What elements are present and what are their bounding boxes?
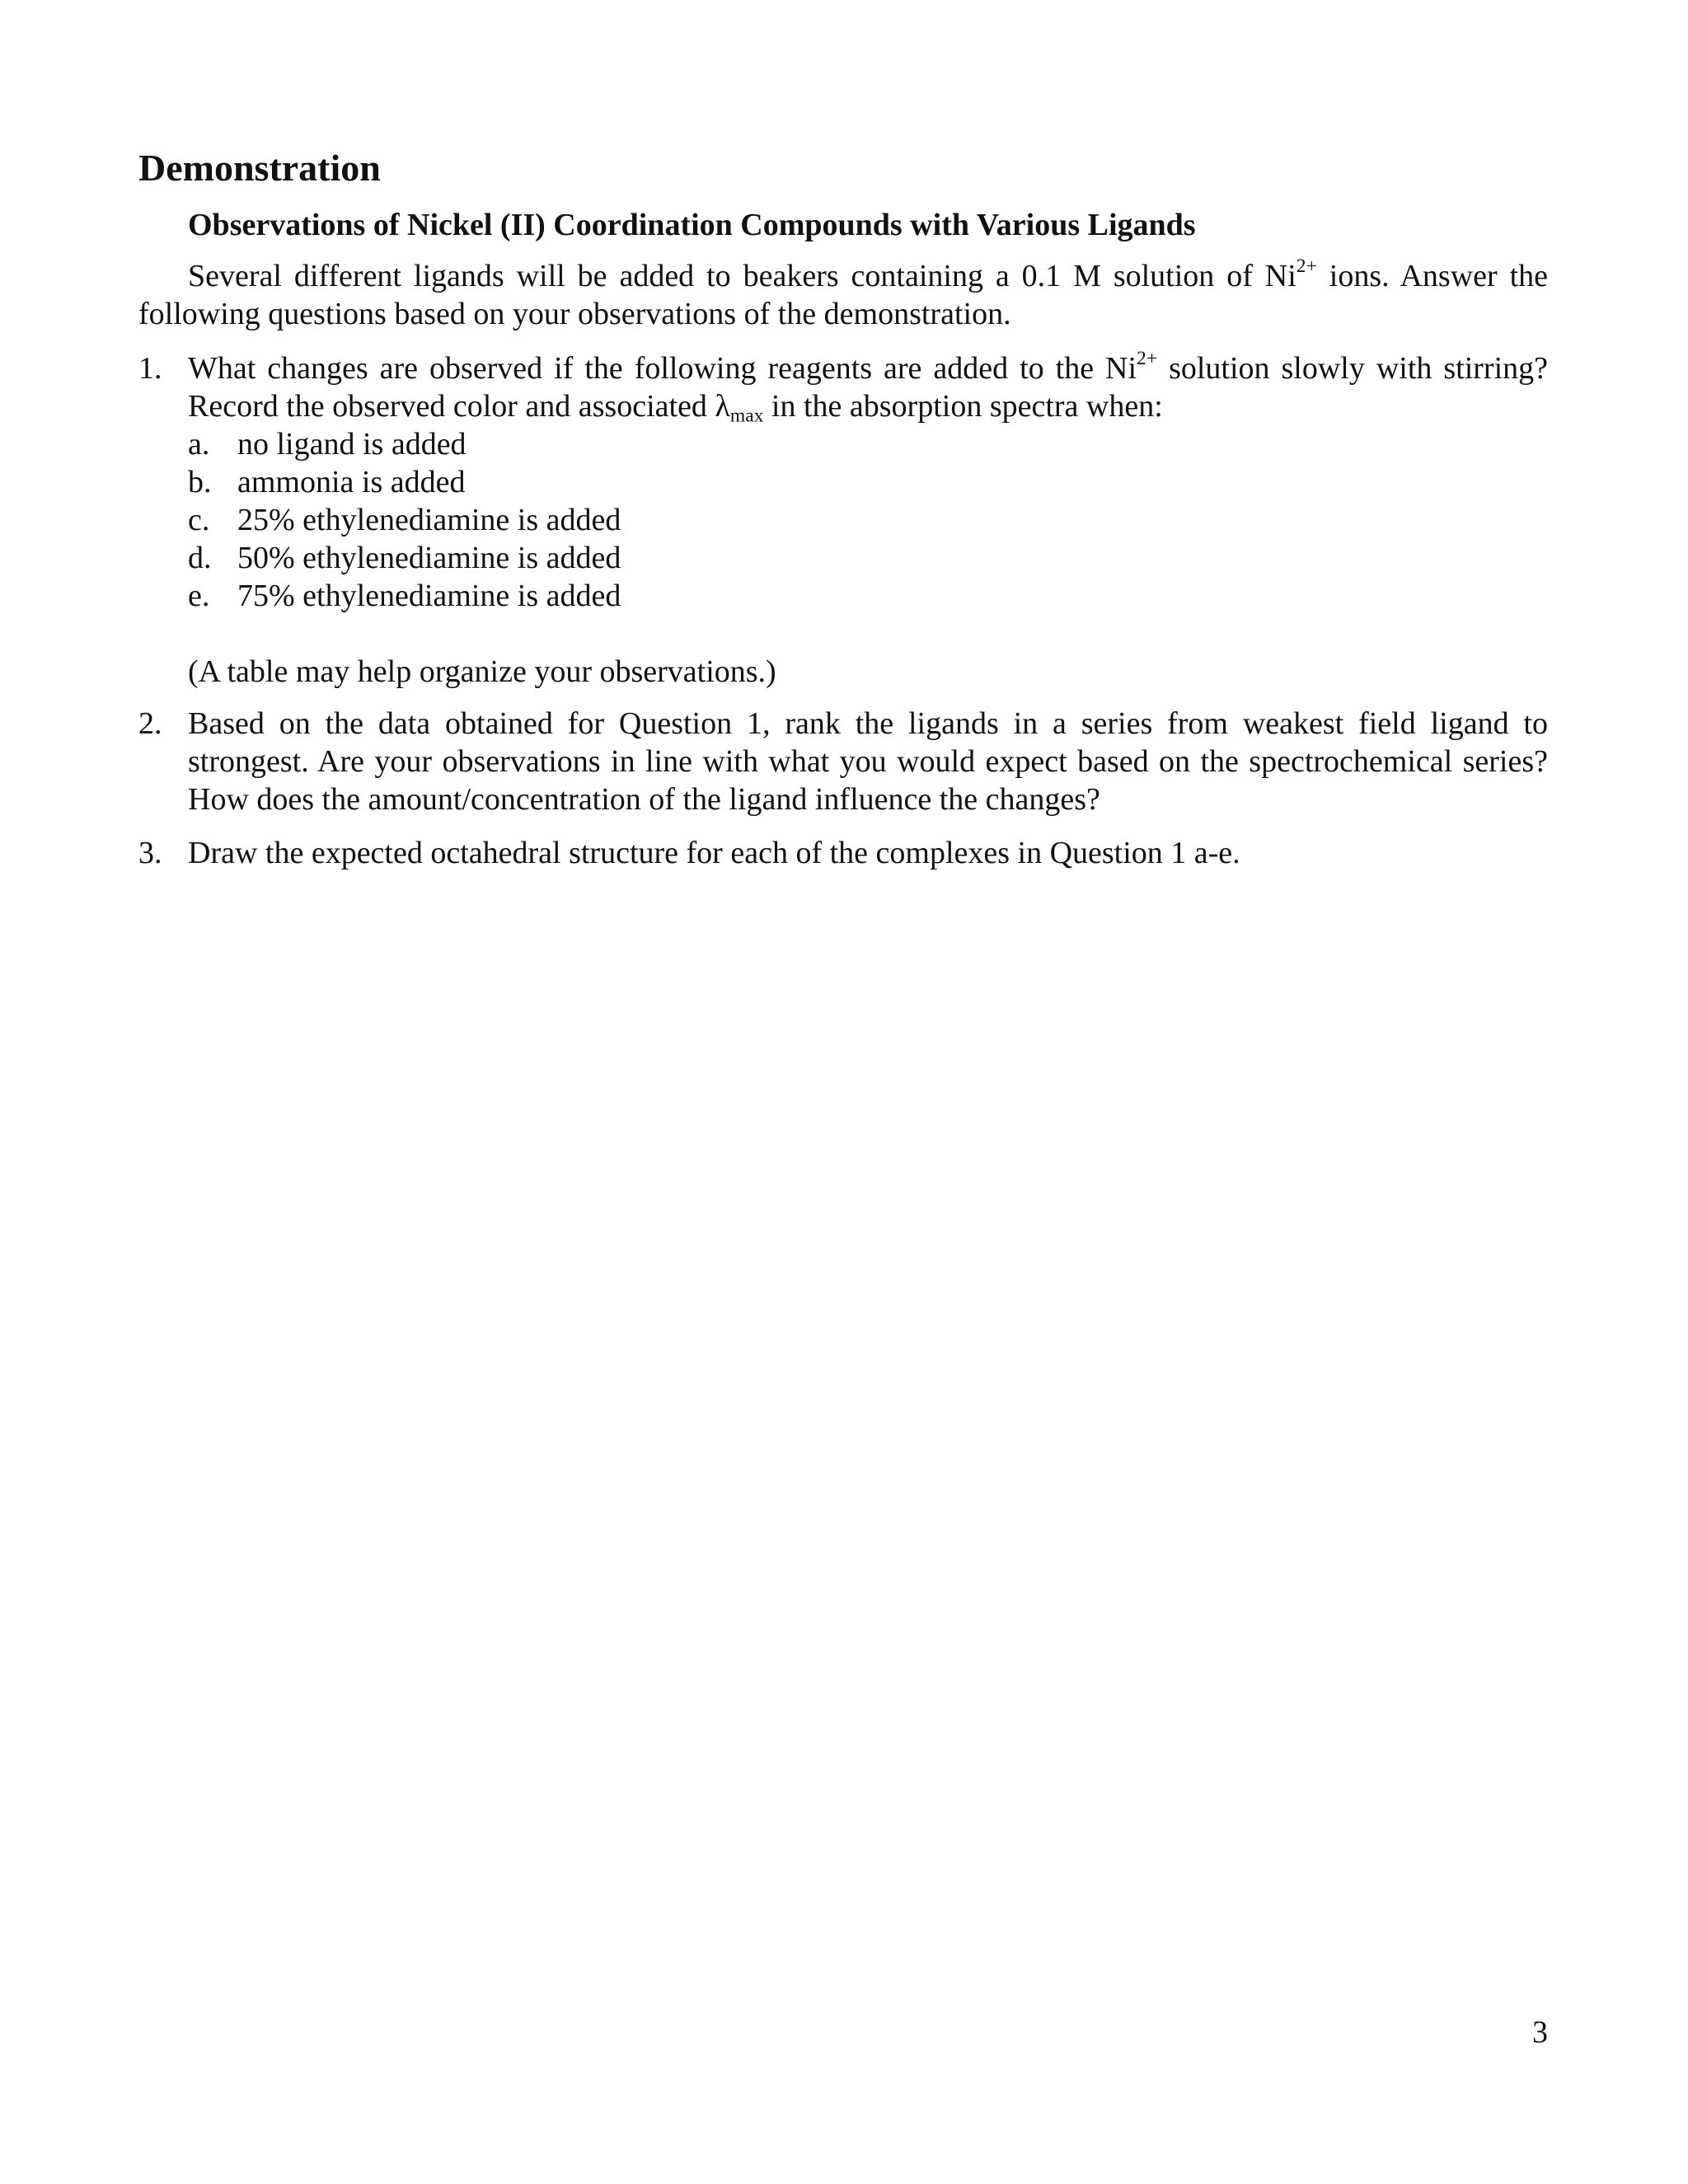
- question-body: [188, 349, 1548, 691]
- question-2: [138, 705, 1548, 818]
- option-text: 75% ethylenediamine is added: [237, 579, 621, 613]
- table-note: (A table may help organize your observations.): [188, 654, 776, 689]
- page-number: 3: [1532, 2015, 1548, 2050]
- intro-text-end: ions. Answer the following questions based on your observations of the demonstration.: [138, 259, 1549, 331]
- list-item: [188, 463, 1548, 501]
- question-1: [138, 349, 1548, 691]
- question-text-start: What changes are observed if the following reagents are added to the Ni: [188, 351, 1137, 386]
- option-text: 50% ethylenediamine is added: [237, 541, 621, 575]
- intro-paragraph: [138, 257, 1548, 333]
- question-number: 3.: [138, 836, 162, 870]
- list-item: [188, 539, 1548, 577]
- question-text: [188, 349, 1548, 425]
- option-text: ammonia is added: [237, 465, 466, 499]
- ion-charge-superscript: 2+: [1296, 255, 1317, 278]
- option-letter: a.: [188, 427, 210, 462]
- lambda-symbol: λ: [715, 389, 730, 424]
- option-letter: d.: [188, 541, 212, 575]
- intro-text-start: Several different ligands will be added to beakers containing a 0.1 M solution of Ni: [188, 259, 1296, 293]
- demonstration-title: Observations of Nickel (II) Coordination Compounds with Various Ligands: [188, 208, 1196, 242]
- question-text: Based on the data obtained for Question 1, rank the ligands in a series from weakest field ligand to strongest. Are your observations in line with what you would expect based on the spectrochemical series? How does the amount/concentration of the ligand influence the changes?: [188, 706, 1548, 817]
- lambda-subscript: max: [729, 405, 764, 427]
- question-number: 1.: [138, 351, 162, 386]
- option-text: no ligand is added: [237, 427, 467, 462]
- list-item: [188, 425, 1548, 463]
- ion-charge-superscript: 2+: [1137, 348, 1158, 370]
- answer-options-list: [188, 425, 1548, 615]
- question-number: 2.: [138, 706, 162, 741]
- question-3: [138, 834, 1548, 872]
- section-heading: Demonstration: [138, 147, 381, 189]
- option-letter: e.: [188, 579, 210, 613]
- question-text: Draw the expected octahedral structure for each of the complexes in Question 1 a-e.: [188, 836, 1240, 870]
- list-item: [188, 577, 1548, 615]
- option-letter: b.: [188, 465, 212, 499]
- question-text-end: in the absorption spectra when:: [763, 389, 1163, 424]
- list-item: [188, 501, 1548, 539]
- option-text: 25% ethylenediamine is added: [237, 503, 621, 537]
- option-letter: c.: [188, 503, 210, 537]
- question-text-middle: solution slowly with stirring? Record the observed color and associated: [188, 351, 1549, 424]
